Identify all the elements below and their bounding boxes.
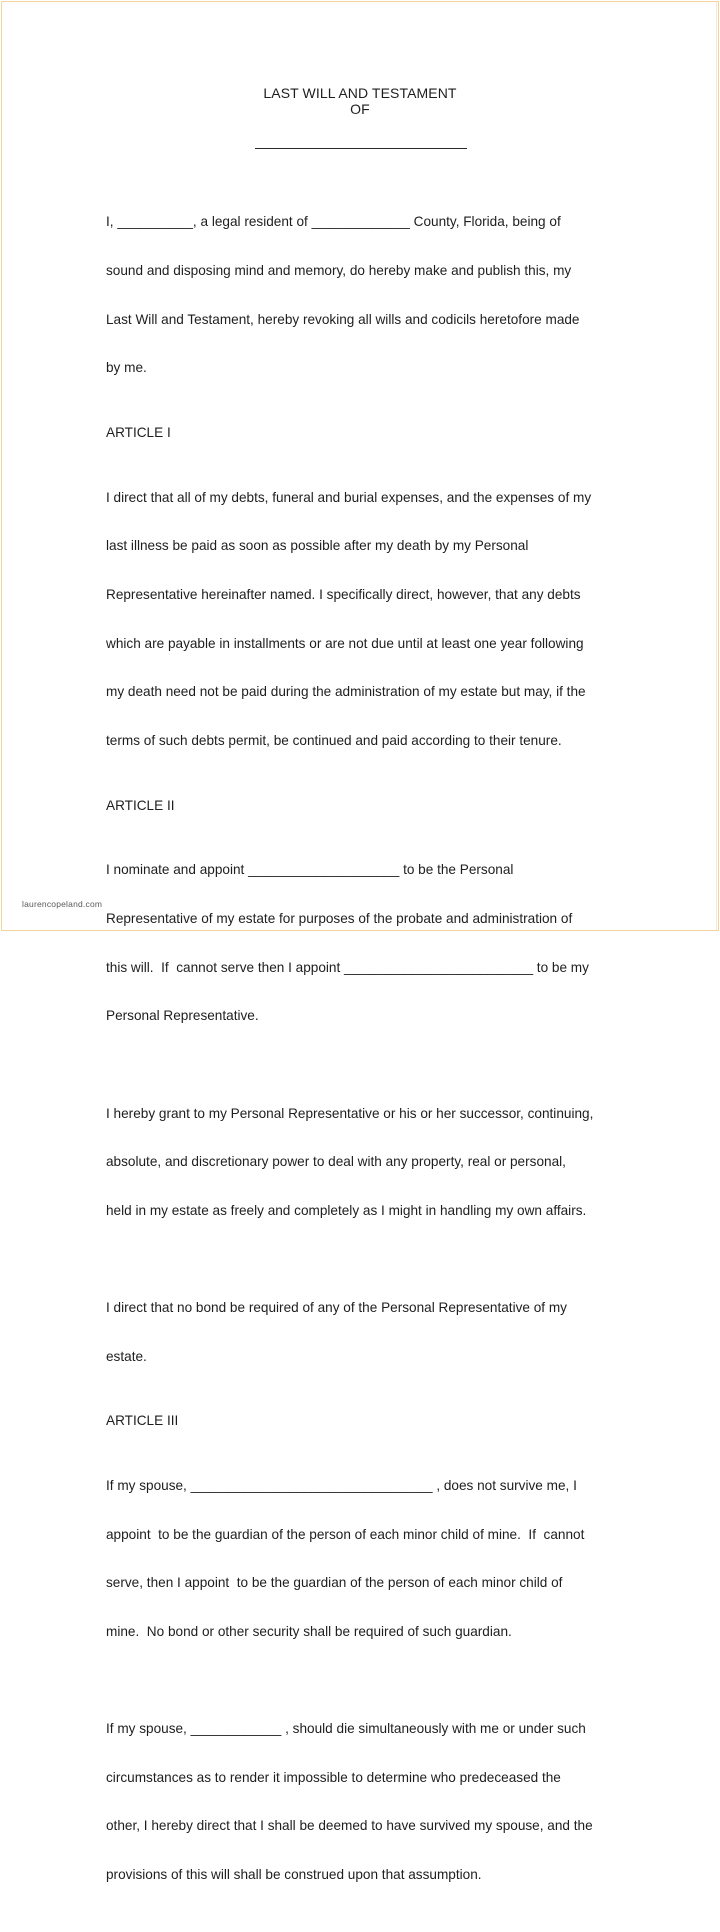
article-1-debts-paragraph [106,457,626,781]
paragraph-line: I direct that no bond be required of any of the Personal Representative of my [106,1299,567,1315]
paragraph-line: other, I hereby direct that I shall be deemed to have survived my spouse, and the [106,1818,593,1834]
paragraph-line: which are payable in installments or are not due until at least one year following [106,635,584,651]
article-2-bond-paragraph [106,1268,626,1398]
paragraph-line: circumstances as to render it impossible to determine who predeceased the [106,1769,561,1785]
paragraph-line: Representative hereinafter named. I specifically direct, however, that any debts [106,587,581,603]
article-2-heading: ARTICLE II [106,797,175,813]
title-line-1: LAST WILL AND TESTAMENT [263,85,457,101]
paragraph-line: absolute, and discretionary power to deal with any property, real or personal, [106,1154,566,1170]
paragraph-line: held in my estate as freely and completely as I might in handling my own affairs. [106,1202,587,1218]
paragraph-line: I hereby grant to my Personal Representative or his or her successor, continuing, [106,1105,594,1121]
paragraph-line: I direct that all of my debts, funeral and burial expenses, and the expenses of my [106,489,592,505]
intro-paragraph [106,182,626,409]
intro-line: Last Will and Testament, hereby revoking all wills and codicils heretofore made [106,311,580,327]
paragraph-line: I nominate and appoint ____________________ to be the Personal [106,862,514,878]
will-body [106,182,626,1932]
paragraph-line: terms of such debts permit, be continued and paid according to their tenure. [106,732,562,748]
document-title [0,85,720,117]
article-3-simultaneous-death-paragraph [106,1689,626,1916]
paragraph-line: Personal Representative. [106,1008,259,1024]
paragraph-line: this will. If cannot serve then I appoint _________________________ to be my [106,959,589,975]
paragraph-line: serve, then I appoint to be the guardian of the person of each minor child of [106,1575,563,1591]
article-2-powers-paragraph [106,1073,626,1251]
source-watermark: laurencopeland.com [22,899,103,909]
paragraph-line: last illness be paid as soon as possible after my death by my Personal [106,538,529,554]
paragraph-line: If my spouse, ________________________________ , does not survive me, I [106,1478,577,1494]
title-line-2: OF [350,101,370,117]
intro-line: by me. [106,360,147,376]
paragraph-line: mine. No bond or other security shall be required of such guardian. [106,1623,512,1639]
paragraph-line: If my spouse, ____________ , should die simultaneously with me or under such [106,1721,586,1737]
intro-line: sound and disposing mind and memory, do hereby make and publish this, my [106,263,572,279]
paragraph-line: my death need not be paid during the administration of my estate but may, if the [106,684,586,700]
article-3-guardian-paragraph [106,1446,626,1673]
article-2-nomination-paragraph [106,830,626,1057]
paragraph-line: appoint to be the guardian of the person of each minor child of mine. If cannot [106,1526,585,1542]
article-1-heading: ARTICLE I [106,425,171,441]
paragraph-line: Representative of my estate for purposes of the probate and administration of [106,911,573,927]
intro-line: I, __________, a legal resident of _____________ County, Florida, being of [106,214,561,230]
paragraph-line: provisions of this will shall be construed upon that assumption. [106,1866,482,1882]
testator-name-blank-line [255,148,467,149]
paragraph-line: estate. [106,1348,147,1364]
article-3-heading: ARTICLE III [106,1413,179,1429]
page-edge-shade [716,2,717,930]
